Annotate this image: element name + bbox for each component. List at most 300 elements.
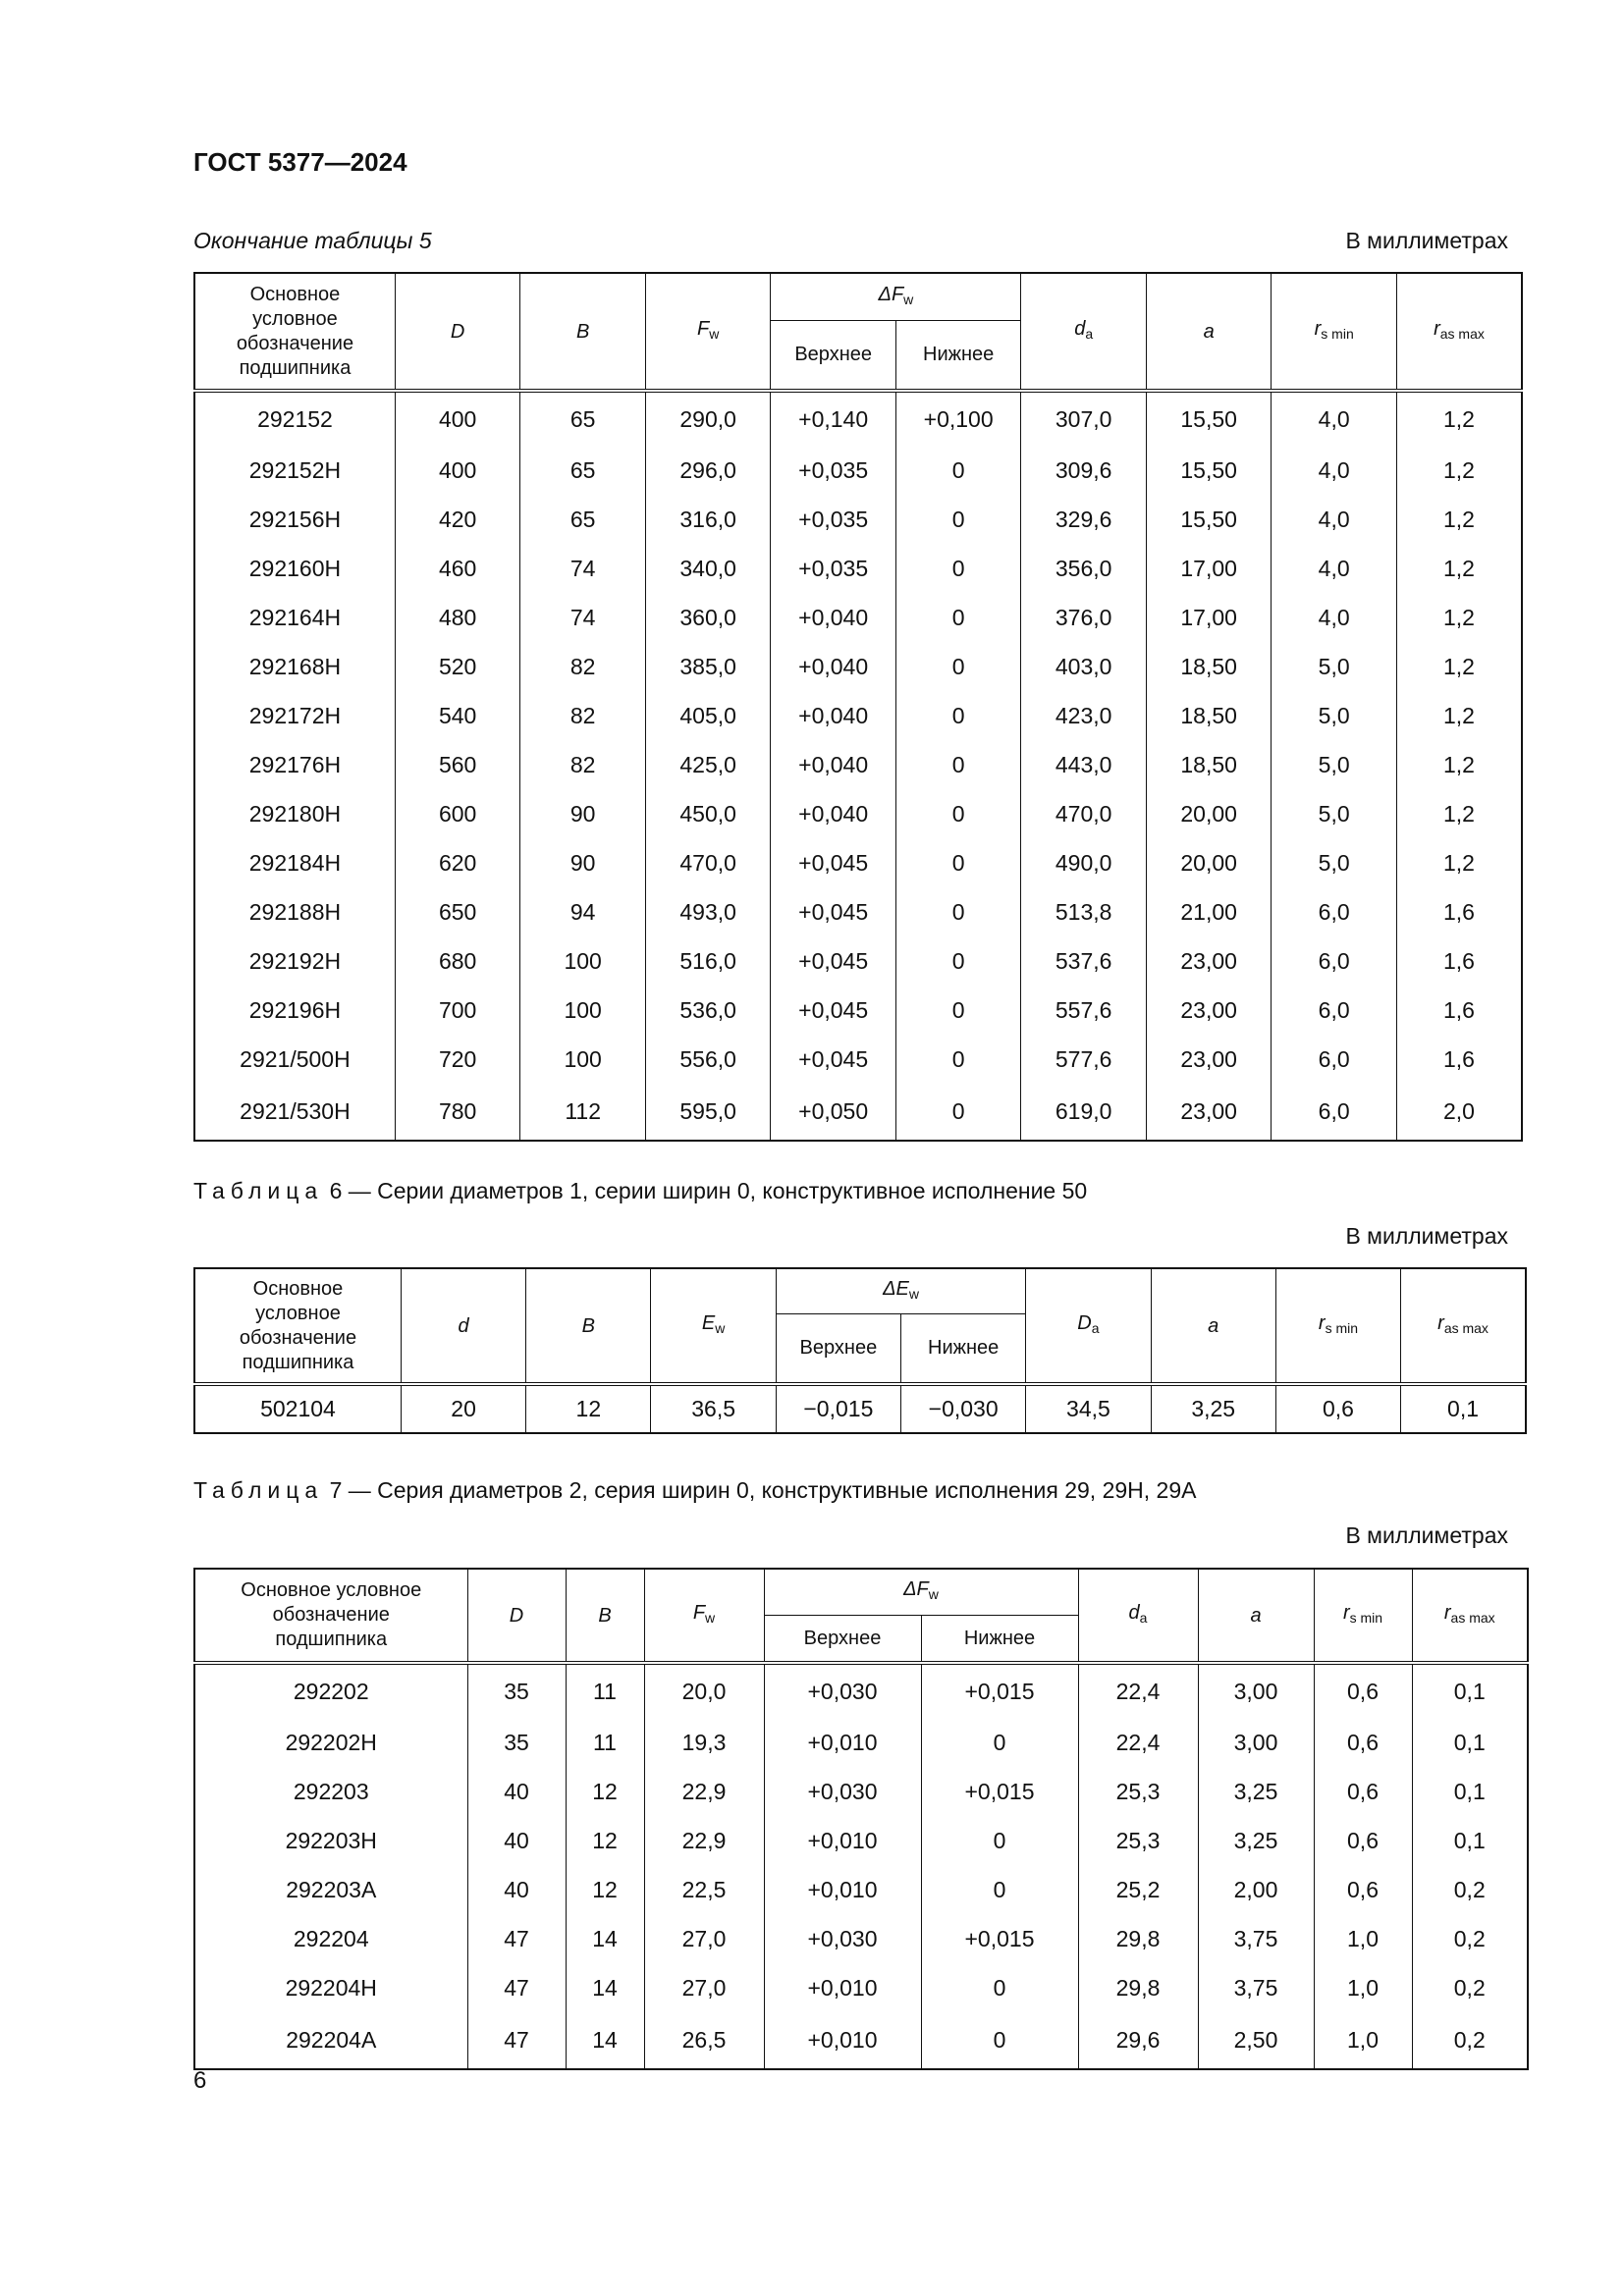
header-col: a bbox=[1198, 1569, 1314, 1663]
header-sub: s min bbox=[1349, 1610, 1383, 1626]
cell-designation: 502104 bbox=[194, 1384, 401, 1433]
table-cell: +0,050 bbox=[771, 1084, 896, 1141]
table-cell: 360,0 bbox=[645, 593, 771, 642]
table-row bbox=[194, 391, 1522, 446]
header-main: r bbox=[1434, 318, 1440, 340]
header-main: ΔF bbox=[903, 1578, 929, 1601]
header-col: d bbox=[401, 1268, 525, 1384]
table5-units: В миллиметрах bbox=[1345, 228, 1508, 253]
table-cell: 4,0 bbox=[1272, 593, 1397, 642]
table-cell: 5,0 bbox=[1272, 838, 1397, 887]
table-cell: 513,8 bbox=[1021, 887, 1147, 936]
table-cell: 700 bbox=[395, 986, 520, 1035]
header-sub: as max bbox=[1443, 1320, 1489, 1336]
header-lower: Нижнее bbox=[901, 1313, 1026, 1384]
header-main: d bbox=[1128, 1602, 1140, 1624]
table-cell: 0,2 bbox=[1412, 2012, 1528, 2069]
cell-designation: 292152 bbox=[194, 391, 395, 446]
table-cell: 18,50 bbox=[1146, 691, 1272, 740]
header-col bbox=[645, 273, 771, 391]
cell-designation: 292204 bbox=[194, 1914, 467, 1963]
table-cell: 14 bbox=[566, 1914, 644, 1963]
table-cell: +0,015 bbox=[921, 1767, 1078, 1816]
table-cell: 65 bbox=[520, 391, 646, 446]
table-cell: 1,2 bbox=[1396, 544, 1522, 593]
table-cell: 537,6 bbox=[1021, 936, 1147, 986]
table-cell: +0,040 bbox=[771, 642, 896, 691]
header-main: F bbox=[692, 1602, 706, 1624]
table-row bbox=[194, 1084, 1522, 1141]
table6-units: В миллиметрах bbox=[1345, 1223, 1508, 1249]
table-cell: 2,00 bbox=[1198, 1865, 1314, 1914]
table-cell: 290,0 bbox=[645, 391, 771, 446]
header-sub: w bbox=[705, 1610, 716, 1626]
table-cell: 1,2 bbox=[1396, 838, 1522, 887]
table-cell: 493,0 bbox=[645, 887, 771, 936]
cell-designation: 2921/530H bbox=[194, 1084, 395, 1141]
cell-designation: 292160H bbox=[194, 544, 395, 593]
header-col: B bbox=[566, 1569, 644, 1663]
header-col bbox=[1412, 1569, 1528, 1663]
table7-body bbox=[194, 1663, 1528, 2069]
header-sub: w bbox=[715, 1320, 726, 1336]
table-cell: 21,00 bbox=[1146, 887, 1272, 936]
table-cell: 12 bbox=[566, 1767, 644, 1816]
table-row bbox=[194, 887, 1522, 936]
table-cell: 90 bbox=[520, 789, 646, 838]
table-cell: 27,0 bbox=[644, 1914, 764, 1963]
table-row bbox=[194, 1663, 1528, 1718]
table-cell: +0,010 bbox=[764, 1718, 921, 1767]
table6-header bbox=[194, 1268, 1526, 1384]
header-main: F bbox=[696, 318, 710, 340]
table-cell: +0,045 bbox=[771, 838, 896, 887]
table7-units: В миллиметрах bbox=[1345, 1522, 1508, 1548]
table-cell: +0,015 bbox=[921, 1663, 1078, 1718]
table-cell: +0,040 bbox=[771, 740, 896, 789]
table-cell: 3,75 bbox=[1198, 1963, 1314, 2012]
table-cell: 14 bbox=[566, 1963, 644, 2012]
header-main: r bbox=[1318, 1312, 1326, 1334]
table-cell: 4,0 bbox=[1272, 544, 1397, 593]
cell-designation: 292203H bbox=[194, 1816, 467, 1865]
table-cell: 6,0 bbox=[1272, 1035, 1397, 1084]
table-cell: 536,0 bbox=[645, 986, 771, 1035]
cell-designation: 292184H bbox=[194, 838, 395, 887]
header-col bbox=[1275, 1268, 1400, 1384]
cell-designation: 292188H bbox=[194, 887, 395, 936]
table-cell: 18,50 bbox=[1146, 642, 1272, 691]
table-row bbox=[194, 1865, 1528, 1914]
header-main: r bbox=[1342, 1602, 1350, 1624]
header-col bbox=[1021, 273, 1147, 391]
table-cell: 1,2 bbox=[1396, 593, 1522, 642]
table-cell: +0,045 bbox=[771, 887, 896, 936]
table-cell: 0 bbox=[895, 838, 1021, 887]
table-cell: 490,0 bbox=[1021, 838, 1147, 887]
table-row bbox=[194, 495, 1522, 544]
table-cell: 29,8 bbox=[1078, 1914, 1198, 1963]
table-cell: 23,00 bbox=[1146, 986, 1272, 1035]
table-cell: 296,0 bbox=[645, 446, 771, 495]
cell-designation: 2921/500H bbox=[194, 1035, 395, 1084]
table-cell: 6,0 bbox=[1272, 936, 1397, 986]
table-cell: 11 bbox=[566, 1718, 644, 1767]
header-col: B bbox=[526, 1268, 651, 1384]
header-sub: s min bbox=[1325, 1320, 1359, 1336]
table5 bbox=[193, 272, 1523, 1142]
table-cell: 520 bbox=[395, 642, 520, 691]
table-cell: 619,0 bbox=[1021, 1084, 1147, 1141]
table-cell: 1,6 bbox=[1396, 936, 1522, 986]
table-cell: 40 bbox=[467, 1767, 566, 1816]
table-cell: 20,0 bbox=[644, 1663, 764, 1718]
header-sub: w bbox=[903, 291, 914, 307]
table-cell: 23,00 bbox=[1146, 1035, 1272, 1084]
table-cell: 443,0 bbox=[1021, 740, 1147, 789]
table-row bbox=[194, 642, 1522, 691]
table-cell: 385,0 bbox=[645, 642, 771, 691]
table-cell: 3,25 bbox=[1151, 1384, 1275, 1433]
table-row bbox=[194, 1963, 1528, 2012]
table-cell: 3,00 bbox=[1198, 1718, 1314, 1767]
table-cell: 470,0 bbox=[645, 838, 771, 887]
table-cell: 0,6 bbox=[1314, 1663, 1412, 1718]
cell-designation: 292202H bbox=[194, 1718, 467, 1767]
table-cell: +0,045 bbox=[771, 1035, 896, 1084]
table-cell: 577,6 bbox=[1021, 1035, 1147, 1084]
table7-title-text: 7 — Серия диаметров 2, серия ширин 0, конструктивные исполнения 29, 29H, 29A bbox=[323, 1477, 1197, 1503]
header-designation: Основное условное обозначение подшипника bbox=[194, 1268, 401, 1384]
table7 bbox=[193, 1568, 1529, 2070]
table-cell: 3,00 bbox=[1198, 1663, 1314, 1718]
document-header: ГОСТ 5377—2024 bbox=[193, 147, 407, 177]
table-row bbox=[194, 1035, 1522, 1084]
header-main: r bbox=[1443, 1602, 1451, 1624]
table-cell: 0 bbox=[921, 1963, 1078, 2012]
table-cell: 329,6 bbox=[1021, 495, 1147, 544]
table-row bbox=[194, 740, 1522, 789]
table-cell: 15,50 bbox=[1146, 446, 1272, 495]
table-cell: 15,50 bbox=[1146, 495, 1272, 544]
page-number: 6 bbox=[193, 2067, 207, 2094]
cell-designation: 292192H bbox=[194, 936, 395, 986]
cell-designation: 292164H bbox=[194, 593, 395, 642]
table-cell: +0,030 bbox=[764, 1767, 921, 1816]
table-row bbox=[194, 1767, 1528, 1816]
header-sub: a bbox=[1091, 1320, 1100, 1336]
table-cell: 1,2 bbox=[1396, 740, 1522, 789]
table-cell: 4,0 bbox=[1272, 391, 1397, 446]
table-cell: 82 bbox=[520, 691, 646, 740]
table-cell: 423,0 bbox=[1021, 691, 1147, 740]
header-lower: Нижнее bbox=[895, 320, 1021, 391]
table-cell: 0 bbox=[895, 691, 1021, 740]
table-cell: 6,0 bbox=[1272, 887, 1397, 936]
header-col bbox=[1314, 1569, 1412, 1663]
table-row bbox=[194, 544, 1522, 593]
table-cell: 420 bbox=[395, 495, 520, 544]
table-cell: 47 bbox=[467, 1914, 566, 1963]
table-cell: 425,0 bbox=[645, 740, 771, 789]
header-upper: Верхнее bbox=[776, 1313, 900, 1384]
table-cell: +0,040 bbox=[771, 789, 896, 838]
table-cell: 22,5 bbox=[644, 1865, 764, 1914]
table-cell: 556,0 bbox=[645, 1035, 771, 1084]
table-cell: 0,1 bbox=[1401, 1384, 1526, 1433]
cell-designation: 292168H bbox=[194, 642, 395, 691]
table-cell: 17,00 bbox=[1146, 593, 1272, 642]
table-cell: 0 bbox=[921, 1816, 1078, 1865]
table-cell: 25,2 bbox=[1078, 1865, 1198, 1914]
table-cell: 1,0 bbox=[1314, 2012, 1412, 2069]
table-cell: 20 bbox=[401, 1384, 525, 1433]
table-cell: +0,035 bbox=[771, 495, 896, 544]
table-cell: 11 bbox=[566, 1663, 644, 1718]
table-cell: 17,00 bbox=[1146, 544, 1272, 593]
table-cell: 90 bbox=[520, 838, 646, 887]
table-cell: 0,2 bbox=[1412, 1963, 1528, 2012]
table-cell: 2,50 bbox=[1198, 2012, 1314, 2069]
table6-title bbox=[193, 1178, 1087, 1204]
table-cell: 65 bbox=[520, 495, 646, 544]
table-cell: 14 bbox=[566, 2012, 644, 2069]
cell-designation: 292202 bbox=[194, 1663, 467, 1718]
header-upper: Верхнее bbox=[764, 1615, 921, 1663]
table-cell: 600 bbox=[395, 789, 520, 838]
table-cell: 0 bbox=[895, 593, 1021, 642]
table-cell: 650 bbox=[395, 887, 520, 936]
table-cell: +0,140 bbox=[771, 391, 896, 446]
table-cell: 112 bbox=[520, 1084, 646, 1141]
table-cell: 1,2 bbox=[1396, 391, 1522, 446]
header-lower: Нижнее bbox=[921, 1615, 1078, 1663]
header-delta bbox=[764, 1569, 1078, 1615]
table-cell: 1,0 bbox=[1314, 1963, 1412, 2012]
table-cell: 0 bbox=[921, 1718, 1078, 1767]
table-row bbox=[194, 986, 1522, 1035]
cell-designation: 292180H bbox=[194, 789, 395, 838]
table-cell: 22,9 bbox=[644, 1816, 764, 1865]
header-main: D bbox=[1077, 1312, 1092, 1334]
table-cell: 1,2 bbox=[1396, 789, 1522, 838]
table-cell: 25,3 bbox=[1078, 1767, 1198, 1816]
table-cell: 316,0 bbox=[645, 495, 771, 544]
table-cell: 100 bbox=[520, 936, 646, 986]
cell-designation: 292204H bbox=[194, 1963, 467, 2012]
header-col: B bbox=[520, 273, 646, 391]
header-main: E bbox=[701, 1312, 716, 1334]
header-sub: a bbox=[1085, 326, 1094, 342]
table-cell: 74 bbox=[520, 593, 646, 642]
table-cell: 6,0 bbox=[1272, 986, 1397, 1035]
table-cell: 1,2 bbox=[1396, 495, 1522, 544]
table-cell: 100 bbox=[520, 986, 646, 1035]
header-upper: Верхнее bbox=[771, 320, 896, 391]
header-main: d bbox=[1074, 318, 1086, 340]
table-cell: 18,50 bbox=[1146, 740, 1272, 789]
table-cell: 309,6 bbox=[1021, 446, 1147, 495]
table6-title-text: 6 — Серии диаметров 1, серии ширин 0, конструктивное исполнение 50 bbox=[323, 1178, 1088, 1203]
table-cell: 22,4 bbox=[1078, 1663, 1198, 1718]
table-cell: −0,015 bbox=[776, 1384, 900, 1433]
table-cell: 0,1 bbox=[1412, 1816, 1528, 1865]
table-cell: 36,5 bbox=[651, 1384, 776, 1433]
table-cell: 3,75 bbox=[1198, 1914, 1314, 1963]
table-row bbox=[194, 691, 1522, 740]
header-sub: w bbox=[709, 326, 720, 342]
table-cell: +0,045 bbox=[771, 936, 896, 986]
table-cell: 4,0 bbox=[1272, 446, 1397, 495]
table-row bbox=[194, 1816, 1528, 1865]
header-col: a bbox=[1146, 273, 1272, 391]
table-cell: +0,040 bbox=[771, 593, 896, 642]
table-cell: +0,015 bbox=[921, 1914, 1078, 1963]
table-cell: +0,100 bbox=[895, 391, 1021, 446]
table-cell: 100 bbox=[520, 1035, 646, 1084]
table-cell: 29,8 bbox=[1078, 1963, 1198, 2012]
header-delta bbox=[771, 273, 1021, 320]
table7-header bbox=[194, 1569, 1528, 1663]
cell-designation: 292203A bbox=[194, 1865, 467, 1914]
table-cell: 1,6 bbox=[1396, 887, 1522, 936]
table-cell: 5,0 bbox=[1272, 642, 1397, 691]
cell-designation: 292152H bbox=[194, 446, 395, 495]
table7-title bbox=[193, 1477, 1196, 1504]
table-cell: 0,1 bbox=[1412, 1718, 1528, 1767]
cell-designation: 292204A bbox=[194, 2012, 467, 2069]
header-sub: as max bbox=[1450, 1610, 1495, 1626]
header-col: D bbox=[467, 1569, 566, 1663]
table-cell: 470,0 bbox=[1021, 789, 1147, 838]
header-col bbox=[1272, 273, 1397, 391]
table-cell: 6,0 bbox=[1272, 1084, 1397, 1141]
table-cell: −0,030 bbox=[901, 1384, 1026, 1433]
table-row bbox=[194, 1718, 1528, 1767]
header-main: r bbox=[1437, 1312, 1444, 1334]
table-row bbox=[194, 2012, 1528, 2069]
table6 bbox=[193, 1267, 1527, 1434]
table-cell: 1,6 bbox=[1396, 1035, 1522, 1084]
table-cell: 0 bbox=[921, 1865, 1078, 1914]
table-cell: 82 bbox=[520, 642, 646, 691]
header-delta bbox=[776, 1268, 1026, 1313]
table-cell: +0,010 bbox=[764, 1816, 921, 1865]
table-cell: 400 bbox=[395, 391, 520, 446]
table-cell: 47 bbox=[467, 1963, 566, 2012]
table-cell: 22,9 bbox=[644, 1767, 764, 1816]
header-designation: Основное условное обозначение подшипника bbox=[194, 1569, 467, 1663]
table-cell: 1,2 bbox=[1396, 691, 1522, 740]
table-cell: 12 bbox=[526, 1384, 651, 1433]
cell-designation: 292203 bbox=[194, 1767, 467, 1816]
table-cell: 29,6 bbox=[1078, 2012, 1198, 2069]
table-cell: 35 bbox=[467, 1663, 566, 1718]
header-sub: a bbox=[1139, 1610, 1148, 1626]
header-col: a bbox=[1151, 1268, 1275, 1384]
header-col bbox=[651, 1268, 776, 1384]
table-cell: 0,6 bbox=[1314, 1767, 1412, 1816]
table-cell: 307,0 bbox=[1021, 391, 1147, 446]
table-cell: 25,3 bbox=[1078, 1816, 1198, 1865]
table-cell: 1,2 bbox=[1396, 642, 1522, 691]
table-cell: 47 bbox=[467, 2012, 566, 2069]
table-cell: +0,035 bbox=[771, 544, 896, 593]
table6-label: Таблица bbox=[193, 1178, 324, 1203]
table-cell: 0,2 bbox=[1412, 1865, 1528, 1914]
table-cell: 0,6 bbox=[1314, 1718, 1412, 1767]
cell-designation: 292172H bbox=[194, 691, 395, 740]
table-row bbox=[194, 838, 1522, 887]
table-cell: 1,2 bbox=[1396, 446, 1522, 495]
table-cell: +0,030 bbox=[764, 1914, 921, 1963]
table7-label: Таблица bbox=[193, 1477, 324, 1503]
table-cell: 19,3 bbox=[644, 1718, 764, 1767]
table-cell: 595,0 bbox=[645, 1084, 771, 1141]
table-cell: 0 bbox=[895, 446, 1021, 495]
header-col bbox=[1396, 273, 1522, 391]
table-cell: 5,0 bbox=[1272, 740, 1397, 789]
table-cell: 3,25 bbox=[1198, 1816, 1314, 1865]
table-cell: 780 bbox=[395, 1084, 520, 1141]
table-cell: 26,5 bbox=[644, 2012, 764, 2069]
table-cell: 0 bbox=[895, 789, 1021, 838]
table-cell: 0 bbox=[895, 936, 1021, 986]
cell-designation: 292196H bbox=[194, 986, 395, 1035]
table-cell: 22,4 bbox=[1078, 1718, 1198, 1767]
cell-designation: 292156H bbox=[194, 495, 395, 544]
table-cell: 560 bbox=[395, 740, 520, 789]
table-cell: 23,00 bbox=[1146, 936, 1272, 986]
header-col bbox=[1401, 1268, 1526, 1384]
table-cell: 15,50 bbox=[1146, 391, 1272, 446]
table-cell: 400 bbox=[395, 446, 520, 495]
table-cell: 0 bbox=[895, 1084, 1021, 1141]
table-cell: 82 bbox=[520, 740, 646, 789]
table-cell: 5,0 bbox=[1272, 691, 1397, 740]
header-sub: s min bbox=[1321, 326, 1354, 342]
table-cell: 540 bbox=[395, 691, 520, 740]
table-cell: 1,0 bbox=[1314, 1914, 1412, 1963]
table-cell: +0,035 bbox=[771, 446, 896, 495]
table-row bbox=[194, 1914, 1528, 1963]
table-cell: 450,0 bbox=[645, 789, 771, 838]
table-row bbox=[194, 446, 1522, 495]
table-cell: 20,00 bbox=[1146, 838, 1272, 887]
table-cell: 40 bbox=[467, 1816, 566, 1865]
table-cell: 460 bbox=[395, 544, 520, 593]
table-cell: 516,0 bbox=[645, 936, 771, 986]
table-cell: 0 bbox=[895, 887, 1021, 936]
header-main: ΔE bbox=[883, 1277, 909, 1300]
table-cell: 0,6 bbox=[1275, 1384, 1400, 1433]
table-cell: 12 bbox=[566, 1816, 644, 1865]
table5-header bbox=[194, 273, 1522, 391]
cell-designation: 292176H bbox=[194, 740, 395, 789]
table-cell: +0,010 bbox=[764, 1865, 921, 1914]
table-cell: 0,2 bbox=[1412, 1914, 1528, 1963]
table6-body bbox=[194, 1384, 1526, 1433]
table-cell: 5,0 bbox=[1272, 789, 1397, 838]
table-cell: 20,00 bbox=[1146, 789, 1272, 838]
header-col: D bbox=[395, 273, 520, 391]
table-cell: 0,6 bbox=[1314, 1816, 1412, 1865]
table-cell: 12 bbox=[566, 1865, 644, 1914]
table-row bbox=[194, 789, 1522, 838]
table-cell: 0,1 bbox=[1412, 1663, 1528, 1718]
header-designation: Основное условное обозначение подшипника bbox=[194, 273, 395, 391]
table-cell: +0,010 bbox=[764, 1963, 921, 2012]
